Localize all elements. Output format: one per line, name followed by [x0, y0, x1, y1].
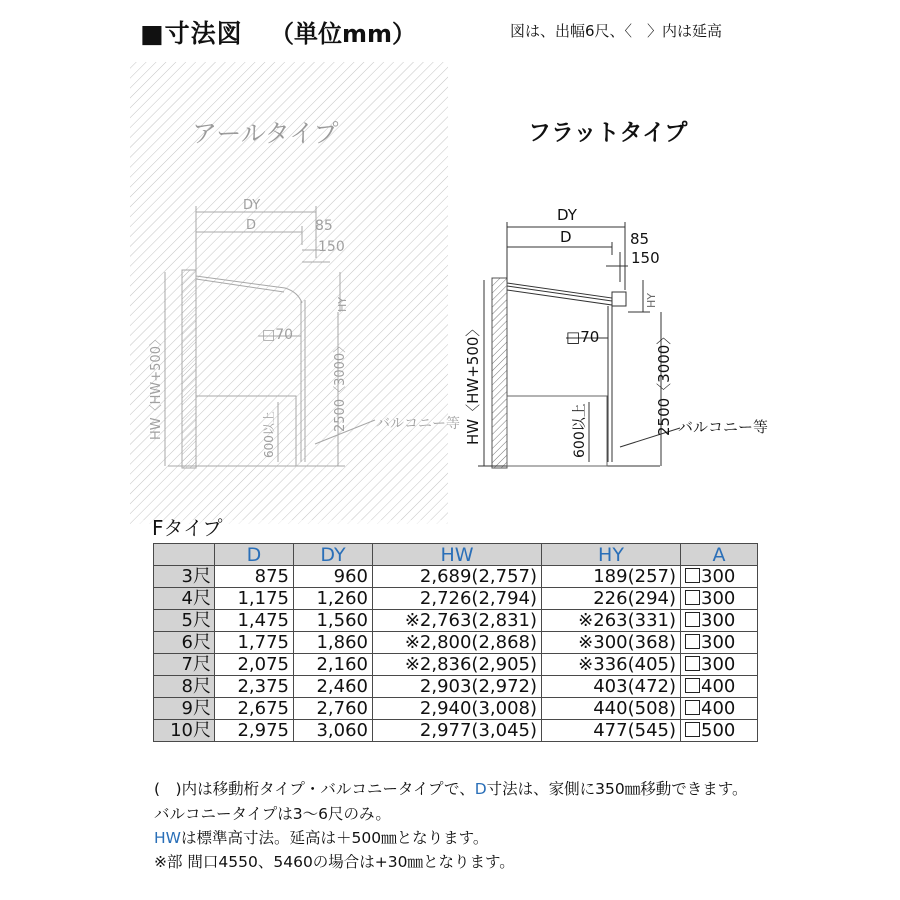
- flat-post-label: □70: [566, 328, 600, 346]
- cell-a: 500: [681, 720, 758, 742]
- cell-hy: ※300(368): [542, 632, 681, 654]
- spec-table: [153, 543, 758, 742]
- cell-d: 2,975: [215, 720, 294, 742]
- square-icon: [685, 568, 700, 583]
- header-hw: HW: [373, 544, 542, 566]
- flat-balcony-label: バルコニー等: [678, 418, 769, 436]
- cell-hw: ※2,763(2,831): [373, 610, 542, 632]
- r-balcony-label: バルコニー等: [376, 416, 460, 432]
- cell-d: 1,775: [215, 632, 294, 654]
- cell-dy: 1,560: [294, 610, 373, 632]
- r-hw-label: HW〈HW+500〉: [149, 333, 164, 440]
- r-type-title: アールタイプ: [192, 119, 339, 148]
- row-size: 6尺: [154, 632, 215, 654]
- cell-a: 300: [681, 566, 758, 588]
- cell-d: 2,075: [215, 654, 294, 676]
- r-dy-label: DY: [243, 198, 261, 213]
- r-150-label: 150: [318, 239, 345, 255]
- cell-hy: 403(472): [542, 676, 681, 698]
- footnote-3: HWは標準高寸法。延高は＋500㎜となります。: [154, 829, 489, 847]
- r-d-label: D: [246, 218, 257, 233]
- cell-hy: 440(508): [542, 698, 681, 720]
- cell-dy: 2,160: [294, 654, 373, 676]
- row-size: 5尺: [154, 610, 215, 632]
- table-header-row: [154, 544, 758, 566]
- table-row: [154, 566, 758, 588]
- table-row: [154, 676, 758, 698]
- cell-a: 300: [681, 588, 758, 610]
- r-type-diagram: [130, 62, 460, 524]
- flat-600-label: 600以上: [572, 403, 588, 458]
- header-blank: [154, 544, 215, 566]
- table-row: [154, 654, 758, 676]
- header-hy: HY: [542, 544, 681, 566]
- r-post-label: □70: [262, 327, 294, 343]
- cell-d: 1,175: [215, 588, 294, 610]
- table-caption: Fタイプ: [152, 516, 223, 540]
- cell-a: 400: [681, 676, 758, 698]
- flat-height-label: 2500〈3000〉: [655, 329, 673, 436]
- flat-85-label: 85: [630, 230, 650, 248]
- cell-hw: 2,726(2,794): [373, 588, 542, 610]
- footnote-2: バルコニータイプは3～6尺のみ。: [154, 805, 391, 823]
- row-size: 10尺: [154, 720, 215, 742]
- cell-dy: 960: [294, 566, 373, 588]
- header-dy: DY: [294, 544, 373, 566]
- cell-hw: ※2,800(2,868): [373, 632, 542, 654]
- row-size: 9尺: [154, 698, 215, 720]
- r-height-label: 2500〈3000〉: [333, 339, 348, 432]
- footnote-1: ( )内は移動桁タイプ・バルコニータイプで、D寸法は、家側に350㎜移動できます。: [154, 780, 748, 798]
- table-row: [154, 588, 758, 610]
- square-icon: [685, 722, 700, 737]
- cell-hy: 226(294): [542, 588, 681, 610]
- cell-dy: 3,060: [294, 720, 373, 742]
- table-row: [154, 610, 758, 632]
- cell-hy: 189(257): [542, 566, 681, 588]
- cell-dy: 2,760: [294, 698, 373, 720]
- flat-hw-label: HW〈HW+500〉: [464, 321, 482, 445]
- r-85-label: 85: [315, 218, 333, 234]
- square-icon: [685, 656, 700, 671]
- table-row: [154, 632, 758, 654]
- cell-d: 2,375: [215, 676, 294, 698]
- cell-a: 300: [681, 632, 758, 654]
- r-hy-label: HY: [336, 297, 349, 312]
- square-icon: [685, 590, 700, 605]
- flat-d-label: D: [560, 228, 572, 246]
- page-title: ■寸法図: [140, 19, 243, 48]
- flat-type-title: フラットタイプ: [528, 120, 688, 146]
- row-size: 3尺: [154, 566, 215, 588]
- cell-hw: 2,940(3,008): [373, 698, 542, 720]
- row-size: 8尺: [154, 676, 215, 698]
- flat-hy-label: HY: [645, 293, 658, 308]
- cell-hw: 2,903(2,972): [373, 676, 542, 698]
- header-d: D: [215, 544, 294, 566]
- footnote-4: ※部 間口4550、5460の場合は+30㎜となります。: [154, 853, 515, 871]
- flat-type-diagram: [464, 120, 768, 468]
- cell-a: 300: [681, 654, 758, 676]
- flat-150-label: 150: [631, 249, 660, 267]
- cell-dy: 1,860: [294, 632, 373, 654]
- row-size: 4尺: [154, 588, 215, 610]
- cell-d: 2,675: [215, 698, 294, 720]
- cell-d: 1,475: [215, 610, 294, 632]
- row-size: 7尺: [154, 654, 215, 676]
- cell-hy: ※263(331): [542, 610, 681, 632]
- cell-dy: 2,460: [294, 676, 373, 698]
- r-600-label: 600以上: [262, 411, 276, 458]
- cell-hw: ※2,836(2,905): [373, 654, 542, 676]
- square-icon: [685, 700, 700, 715]
- square-icon: [685, 634, 700, 649]
- cell-hy: ※336(405): [542, 654, 681, 676]
- square-icon: [685, 678, 700, 693]
- table-row: [154, 720, 758, 742]
- cell-a: 300: [681, 610, 758, 632]
- unit-label: （単位mm）: [270, 20, 417, 48]
- cell-d: 875: [215, 566, 294, 588]
- cell-hy: 477(545): [542, 720, 681, 742]
- header-a: A: [681, 544, 758, 566]
- cell-hw: 2,977(3,045): [373, 720, 542, 742]
- cell-a: 400: [681, 698, 758, 720]
- cell-hw: 2,689(2,757): [373, 566, 542, 588]
- flat-dy-label: DY: [557, 206, 577, 224]
- table-row: [154, 698, 758, 720]
- cell-dy: 1,260: [294, 588, 373, 610]
- square-icon: [685, 612, 700, 627]
- diagram-note: 図は、出幅6尺、〈 〉内は延高: [510, 22, 723, 40]
